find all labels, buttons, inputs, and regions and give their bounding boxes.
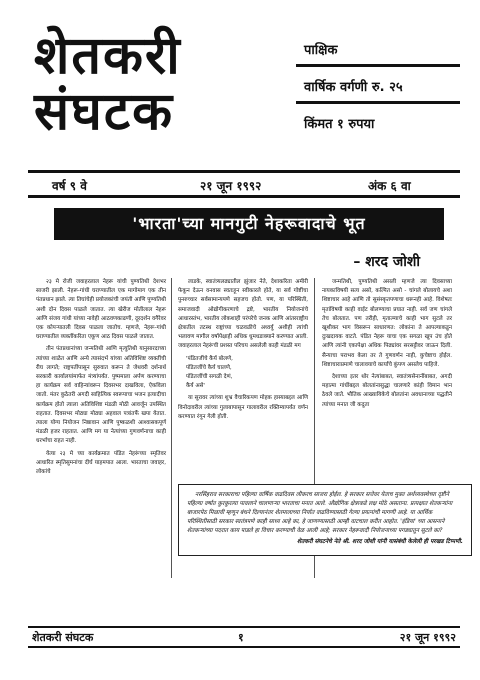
paragraph: देशाच्या इतर थोर नेत्यांबाबत, स्वातंत्र्यसेनानींबाबत, अगदी महात्मा गांधींबद्दल बोलतांनासुद्धा चालणारे कांही विमान भान ठेवले जाते. भौतिक आख्यायिकेचे बोलतांना अवधानाच्या पद्धतीने त्यांच्या मनात जी कदुता	[322, 374, 452, 408]
quote-line: कैर्य असे'	[186, 383, 205, 390]
article-column-1	[36, 278, 166, 480]
issue-number: अंक ६ वा	[368, 179, 411, 193]
paragraph: तीन पंतप्रधानांच्या जन्मतिथी आणि मृत्युतिथी यानुसारदाच्या त्यांच्या शाळेत आणि अन्ये त्यासंदर्भ यांच्या अतिविशिष्ट व्यक्तींची रीघ लागते; राष्ट्रपतींपासून सुरुवात करून ते जेथवरी दर्शनार्थ सरकारी कार्यालयांमार्फत मंत्र्यांपर्यंत. पुष्पमाला अर्पण करण्याचा हा कार्यक्रम सर्व वाहिन्यांवरून दिवसभर दाखविला, ऐकविला जातो. मंतर कुठेतरी अगदी साहित्यिक स्वरूपाचा भजन इत्यादीचा कार्यक्रम होतो त्याला अतिविशिष्ट मंडळी मोठी आवर्जून उपस्थित राहतात. दिवसभर मोठ्या मोठ्या अहवाल पत्रांतर्फे खपा येतात. त्याला योग्य नियोजन निष्ठावान आणि पुष्कळशी आश्वासकपूर्ण मंडळी हजर राहतात. आणि मग या नेत्यांच्या गुणवर्णनाचा काही धरर्भाचा राहत नाही.	[36, 346, 166, 445]
paragraph: येत्या २३ मे च्या कार्यक्रमात पंडित नेहरूंच्या स्मृतिवर आधारित स्मृतिसुमनांचा दीर्घ याहमपात आला. भारताचा जवाहर, लोकांचे	[36, 450, 166, 476]
editorial-callout-box	[178, 484, 472, 556]
paragraph: लाडके, स्वातंत्र्यलढ्यातील झुंजार नेते, देशाकरिता अमीरी फेकून देऊन वनवास स्वतःहून स्वीकारले होते, या सर्व गोष्टींचा पुनरुच्चार सर्वसामान्यपणे सहजच होतो. पण, या परिस्थिती, समाजवादी ओद्योगीकरणाचे द्रष्टे, भारतीय नियोजनांचे आधारस्तंभ, भारतीय लोकशाही परंपरेचे जनक आणि आंतरराष्ट्रीय क्षेत्रातील तटस्थ राष्ट्रांच्या चळवळीचे अध्वर्यु अशीही त्यांची भलावण मागील वर्षापेक्षाही अधिक धुमधडाक्याने करण्यात आली. जवाहरलाल नेहरूंची प्रशस्त परिचय असलेली काही मंडळी मग	[178, 279, 308, 350]
quote-line: पंडितजींची सगळी देणं,	[186, 374, 233, 381]
callout-text: नरसिंहराव सरकाराचा पहिल्या वार्षिक वाढदिवस लौकरच साजरा होईल. हे सरकार सत्तेवर येताच मुक्त अर्थव्यवस्थेच्या दृष्टीने पहिल्या वर्षात कुरकुरत्या पावलाने चालणाऱ्या भारताचा मनात आले. औद्योगिक क्षेत्राकडे लक्ष मोठे असताना. प्रत्यक्षात शेतकऱ्यांना बाजारपेठ मिळावी म्हणून बंधने दिल्यानंतर शेतमालाच्या निर्यात वाढविण्यासाठी गेल्या प्रयत्नांची मागणी आहे. या आर्थिक परिस्थितीसाठी सरकार स्वतंत्रपणे काही साध्य आहे का, हे जाणण्यासाठी आम्ही वाटचाल करीत आहोत. 'इंडिया' च्या आसनाने शेतकऱ्यांच्या पदरात काय पाडले हा विचार करण्याची वेळ आली आहे; सरकार नेहरूवादी नियोजनाच्या पगड्यातून सुटले का?	[187, 492, 453, 534]
article-column-2	[178, 278, 308, 425]
page-footer	[28, 626, 460, 648]
subscription-label: वार्षिक वर्गणी रु. २५	[296, 67, 460, 104]
issue-date: २१ जून १९९२	[200, 179, 262, 193]
verse-quote	[186, 355, 308, 392]
column-divider	[171, 278, 172, 578]
footer-page-number: १	[238, 631, 244, 644]
quote-line: 'पंडितजींचे कैर्य बोलणे,	[186, 355, 233, 362]
masthead-title-line1: शेतकरी	[34, 25, 182, 86]
quote-line: पंडितजींचे कैर्य चालणे,	[186, 364, 232, 371]
newspaper-page	[28, 25, 463, 654]
issue-info-bar	[28, 170, 460, 198]
callout-signature: शेतकरी संघटनेचे नेते श्री. शरद जोशी यांनी यासंबंधी केलेली ही परखड टिप्पणी.	[297, 539, 463, 545]
article-headline: 'भारता'च्या मानगुटी नेहरूवादाचे भूत	[54, 208, 444, 240]
frequency-label: पाक्षिक	[296, 30, 460, 67]
price-label: किंमत १ रुपया	[304, 117, 375, 132]
paragraph: २३ मे रोजी जवाहरलाल नेहरू यांची पुण्यतिथी देशभर साजरी झाली. नेहरू-गांधी घराण्यातील एक मागोमाग एक तीन पंतप्रधान झाले. त्या तिघांचेही प्रयोजकांची जयंती आणि पुण्यतिथी अशी दोन दिवस पाळले जातात. त्या खेरीज मोतीलाल नेहरू आणि संजय गांधी यांच्या नावेही आठवणकाढणी, दूरदर्शन वगैरेवर एक कोपऱ्यातली दिवस पाळला जातोच. म्हणजे, नेहरू-गांधी घराण्यातील व्यक्तींकरिता एकूण आठ दिवस पाळले जातात.	[36, 279, 166, 341]
masthead-info-box	[296, 30, 460, 138]
masthead-title	[28, 26, 278, 164]
article-column-3	[322, 278, 452, 413]
masthead-title-line2: संघटक	[34, 81, 175, 142]
paragraph: या सुरावर त्यांच्या शुभ्र वैचारिकपण मोहक हास्याबद्दल आणि विनोदावरील त्यांच्या गुलाबापासून गालावरील रक्तिम्यापर्यंत वर्णन करण्यात रंगून गेली होती.	[178, 395, 308, 420]
footer-date: २१ जून १९९२	[399, 631, 456, 644]
paragraph: जन्मतिथी, पुण्यतिथी असली म्हणजे त्या दिवसाच्या नायकाविषयी सत्य असो, कल्पित असो - चांगले बोलायचे अशा शिष्टाचार आहे आणि तो सुसंस्कृतपणाचा धरूनही आहे. विशेषतः मृतांविषयी काही वाईट बोलण्याचा प्रघात नाही. सर्व जण चांगले तेच बोलतात. पण तरीही, मृतात्म्याचे काही भाग सुटले तर खूशीकर भाग विसरून साधारणत: लोकांना ते आपल्याकडून दुःखदायक वाटते. पंडित नेहरू याचा एक सगळा खूप उंच होते आणि त्यांनी एकापेक्षा अधिक पिढ्यांवर सरसट्टीवर जाऊन दिली. सैन्याचा पराभव केला तर ते गुणवर्णन नाही, कुचेष्टाच होईल. शिष्टाचाराप्रमाणे चालावयाचे कार्यांचे कुंपण असलेच पाहिजे.	[322, 279, 452, 368]
year-label: वर्ष ९ वे	[52, 179, 87, 193]
article-author: – शरद जोशी	[353, 254, 420, 270]
footer-publication-name: शेतकरी संघटक	[32, 631, 94, 644]
